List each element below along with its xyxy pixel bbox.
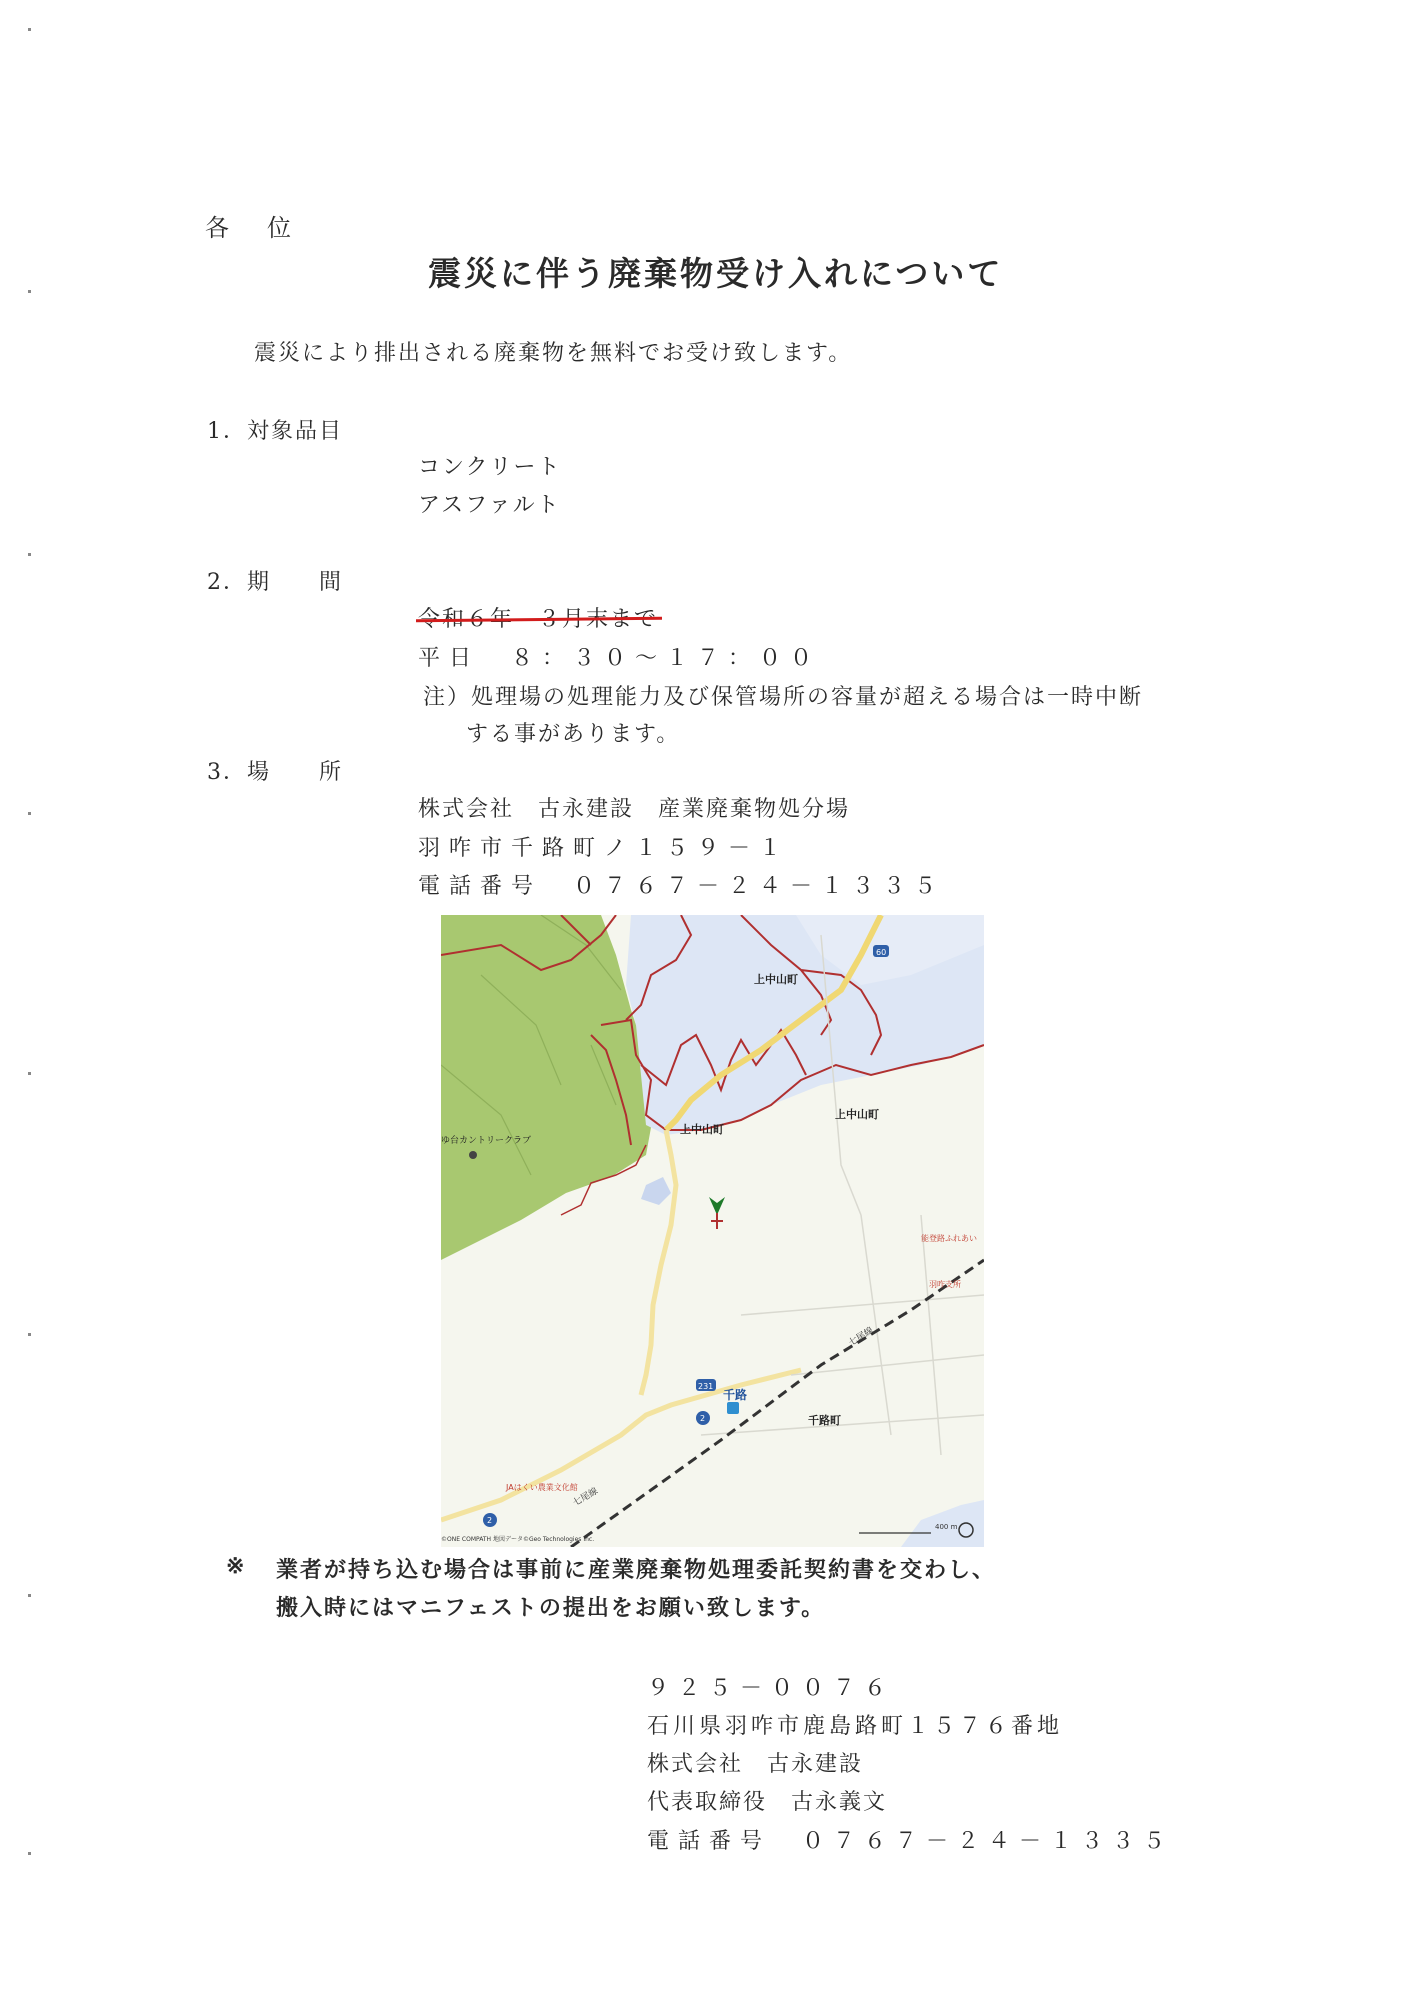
- struck-deadline-text: 令和６年 ３月末まで: [418, 602, 658, 633]
- scan-speck: [28, 290, 31, 293]
- route-2-number-south: 2: [487, 1516, 493, 1525]
- notice-line1: 業者が持ち込む場合は事前に産業廃棄物処理委託契約書を交わし、: [276, 1557, 997, 1583]
- period-note-line1: 注）処理場の処理能力及び保管場所の容量が超える場合は一時中断: [423, 685, 1144, 710]
- item-asphalt: アスファルト: [418, 493, 561, 518]
- scan-speck: [28, 812, 31, 815]
- route-2-number: 2: [700, 1414, 706, 1423]
- map-label-kaminakayama-center: 上中山町: [680, 1123, 724, 1136]
- place-phone: 電話番号 ０７６７－２４－１３３５: [418, 874, 946, 899]
- notice-mark: ※: [226, 1553, 247, 1579]
- route-60-number: 60: [876, 948, 887, 957]
- station-icon: [727, 1402, 739, 1414]
- struck-deadline: [418, 602, 658, 633]
- scan-speck: [28, 28, 31, 31]
- scan-speck: [28, 1333, 31, 1336]
- sender-phone: 電話番号 ０７６７－２４－１３３５: [647, 1829, 1175, 1854]
- notice-line2: 搬入時にはマニフェストの提出をお願い致します。: [276, 1595, 826, 1621]
- business-hours: 平日 ８：３０～１７：００: [418, 646, 822, 671]
- place-address: 羽咋市千路町ノ１５９－１: [418, 836, 791, 861]
- golf-course-icon: [469, 1151, 477, 1159]
- sender-postal: ９２５－００７６: [647, 1676, 896, 1701]
- map-label-nanao-line-south: 七尾線: [571, 1486, 600, 1509]
- sender-representative: 代表取締役 古永義文: [647, 1790, 888, 1815]
- map-credit: ©ONE COMPATH 地図データ©Geo Technologies Inc.: [441, 1536, 595, 1543]
- scan-speck: [28, 553, 31, 556]
- location-map: [441, 915, 984, 1547]
- sender-company: 株式会社 古永建設: [647, 1752, 864, 1777]
- route-231-number: 231: [698, 1382, 714, 1391]
- scan-speck: [28, 1072, 31, 1075]
- map-label-shop-2: 羽咋支所: [929, 1280, 961, 1289]
- scan-speck: [28, 1594, 31, 1597]
- map-scale-label: 400 m: [935, 1523, 958, 1531]
- map-label-kaminakayama-east: 上中山町: [835, 1108, 879, 1121]
- map-label-chiji-town: 千路町: [808, 1414, 841, 1427]
- sender-address: 石川県羽咋市鹿島路町１５７６番地: [647, 1714, 1064, 1739]
- section-items-heading: 1．対象品目: [207, 419, 343, 444]
- period-note-line2: する事があります。: [466, 722, 681, 747]
- map-label-shop-1: 能登路ふれあい: [921, 1234, 977, 1243]
- map-label-kaminakayama-north: 上中山町: [754, 973, 798, 986]
- map-label-ja: JAはくい農業文化館: [506, 1483, 578, 1492]
- map-label-chiji-station: 千路: [723, 1388, 748, 1402]
- scan-speck: [28, 1852, 31, 1855]
- map-label-country-club: ゆ台カントリークラブ: [441, 1136, 532, 1146]
- page-title: 震災に伴う廃棄物受け入れについて: [428, 254, 1004, 293]
- section-place-heading: 3．場 所: [207, 760, 343, 785]
- place-company: 株式会社 古永建設 産業廃棄物処分場: [418, 797, 851, 822]
- item-concrete: コンクリート: [418, 455, 562, 480]
- section-period-heading: 2．期 間: [207, 570, 343, 595]
- map-svg: [441, 915, 984, 1547]
- intro-text: 震災により排出される廃棄物を無料でお受け致します。: [254, 341, 853, 366]
- addressee: 各位: [205, 214, 329, 242]
- map-label-nanao-line: 七尾線: [847, 1325, 876, 1349]
